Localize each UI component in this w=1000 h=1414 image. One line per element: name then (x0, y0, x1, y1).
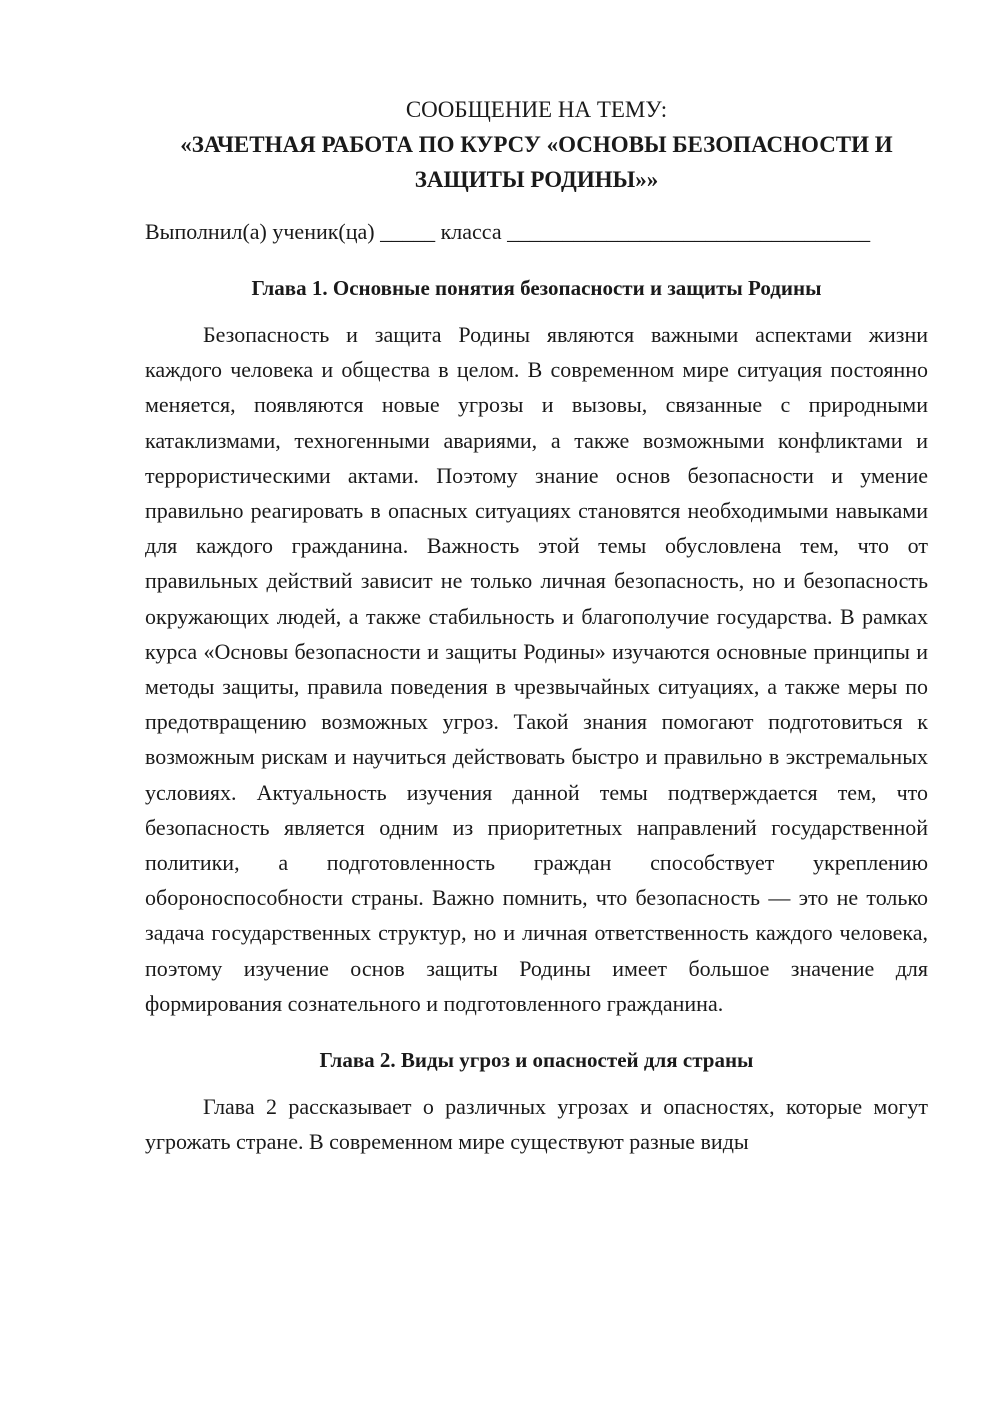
chapter-1-paragraph: Безопасность и защита Родины являются важными аспектами жизни каждого человека и общества в целом. В современном мире ситуация постоянно меняется, появляются новые угрозы и вызовы, связанные с природными катаклизмами, техногенными авариями, а также возможными конфликтами и террористическими актами. Поэтому знание основ безопасности и умение правильно реагировать в опасных ситуациях становятся необходимыми навыками для каждого гражданина. Важность этой темы обусловлена тем, что от правильных действий зависит не только личная безопасность, но и безопасность окружающих людей, а также стабильность и благополучие государства. В рамках курса «Основы безопасности и защиты Родины» изучаются основные принципы и методы защиты, правила поведения в чрезвычайных ситуациях, а также меры по предотвращению возможных угроз. Такой знания помогают подготовиться к возможным рискам и научиться действовать быстро и правильно в экстремальных условиях. Актуальность изучения данной темы подтверждается тем, что безопасность является одним из приоритетных направлений государственной политики, а подготовленность граждан способствует укреплению обороноспособности страны. Важно помнить, что безопасность — это не только задача государственных структур, но и личная ответственность каждого человека, поэтому изучение основ защиты Родины имеет большое значение для формирования сознательного и подготовленного гражданина. (145, 322, 928, 1016)
performer-line: Выполнил(а) ученик(ца) _____ класса _________________________________ (145, 219, 871, 244)
document-title: «ЗАЧЕТНАЯ РАБОТА ПО КУРСУ «ОСНОВЫ БЕЗОПАСНОСТИ И ЗАЩИТЫ РОДИНЫ»» (180, 132, 893, 192)
document-page (145, 92, 928, 1159)
chapter-2-heading: Глава 2. Виды угроз и опасностей для страны (319, 1048, 754, 1073)
chapter-2-paragraph: Глава 2 рассказывает о различных угрозах и опасностях, которые могут угрожать стране. В современном мире существуют разные виды (145, 1094, 928, 1155)
chapter-1-heading: Глава 1. Основные понятия безопасности и защиты Родины (251, 276, 822, 300)
document-header: СООБЩЕНИЕ НА ТЕМУ: (405, 97, 668, 122)
